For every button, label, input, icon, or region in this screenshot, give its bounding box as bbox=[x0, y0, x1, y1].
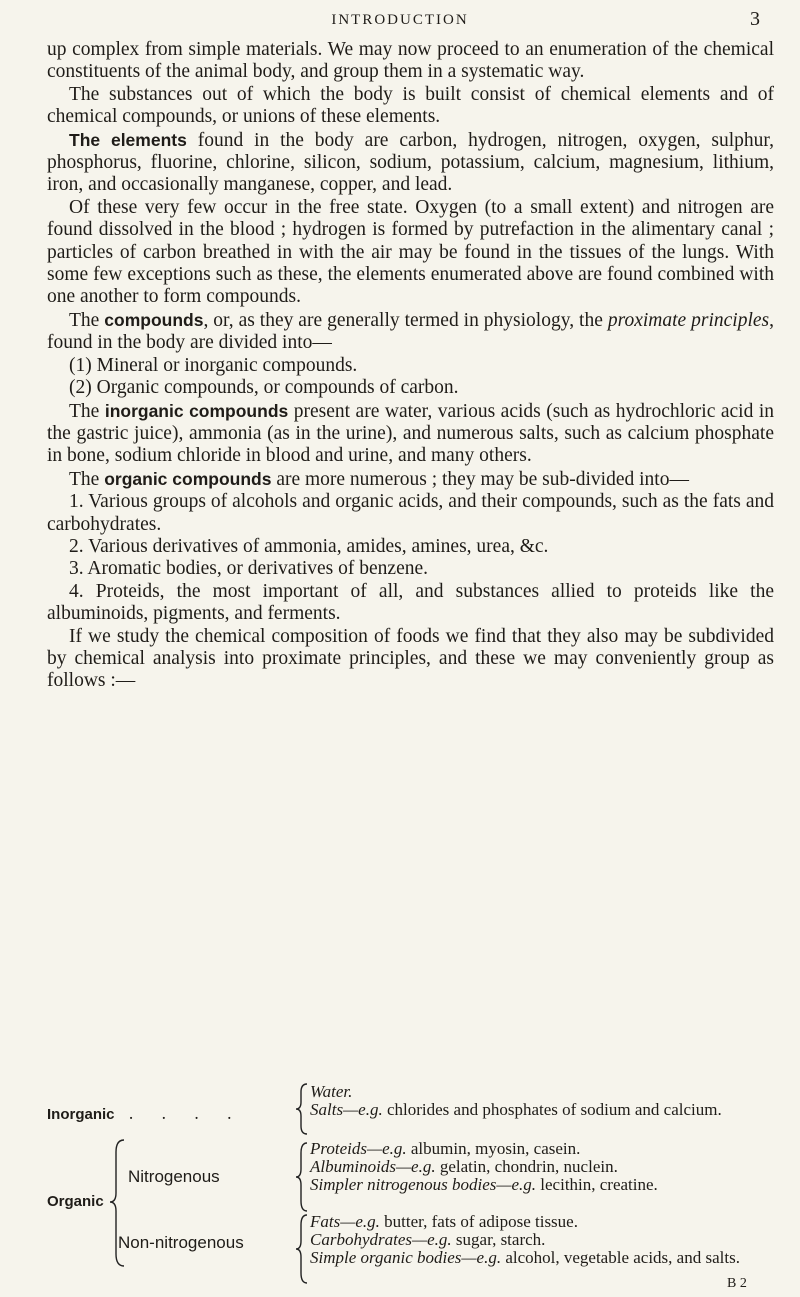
list-item: 4. Proteids, the most important of all, and substances allied to proteids like the albuminoids, pigments, and ferments. bbox=[47, 580, 774, 625]
paragraph: The substances out of which the body is built consist of chemical elements and of chemical compounds, or unions of these elements. bbox=[47, 83, 774, 128]
nitrogenous-brace bbox=[296, 1141, 310, 1213]
proteids-entry: Proteids—e.g. albumin, myosin, casein. bbox=[310, 1139, 581, 1158]
inorganic-brace bbox=[296, 1082, 310, 1136]
list-item: 3. Aromatic bodies, or derivatives of benzene. bbox=[69, 558, 429, 580]
paragraph: Of these very few occur in the free state. Oxygen (to a small extent) and nitrogen are found dissolved in the blood ; hydrogen is formed by putrefaction in the alimentary canal ; particles of carbon breathed in with the air may be found in the tissues of the lungs. With some few exceptions such as these, the elements enumerated above are found combined with one another to form compounds. bbox=[47, 196, 774, 308]
paragraph: up complex from simple materials. We may now proceed to an enumeration of the chemical constituents of the animal body, and group them in a systematic way. bbox=[47, 39, 774, 83]
simple-organic-entry: Simple organic bodies—e.g. alcohol, vegetable acids, and salts. bbox=[310, 1248, 740, 1267]
organic-label: Organic bbox=[47, 1193, 104, 1210]
salts-entry: Salts—e.g. chlorides and phosphates of sodium and calcium. bbox=[310, 1100, 722, 1119]
albuminoids-entry: Albuminoids—e.g. gelatin, chondrin, nuclein. bbox=[310, 1157, 618, 1176]
signature-mark: B 2 bbox=[727, 1276, 747, 1291]
nitrogenous-label: Nitrogenous bbox=[128, 1167, 220, 1186]
list-item: 2. Various derivatives of ammonia, amides, amines, urea, &c. bbox=[69, 535, 549, 557]
paragraph: The inorganic compounds present are water, various acids (such as hydrochloric acid in the gastric juice), ammonia (as in the urine), and numerous salts, such as calcium phosphate in bone, sodium chloride in blood and urine, and many others. bbox=[47, 400, 774, 467]
leader-dots: . . . . bbox=[128, 1103, 244, 1123]
paragraph: The compounds, or, as they are generally termed in physiology, the proximate principles, found in the body are divided into— bbox=[47, 309, 774, 354]
list-item: (1) Mineral or inorganic compounds. bbox=[69, 354, 358, 376]
non-nitrogenous-label: Non-nitrogenous bbox=[118, 1233, 244, 1252]
inorganic-category bbox=[47, 1103, 244, 1124]
page-number: 3 bbox=[750, 8, 760, 30]
carbohydrates-entry: Carbohydrates—e.g. sugar, starch. bbox=[310, 1230, 546, 1249]
fats-entry: Fats—e.g. butter, fats of adipose tissue. bbox=[310, 1212, 578, 1231]
paragraph: If we study the chemical composition of foods we find that they also may be subdivided by chemical analysis into proximate principles, and these we may conveniently group as follows :— bbox=[47, 625, 774, 692]
paragraph: The elements found in the body are carbon, hydrogen, nitrogen, oxygen, sulphur, phosphorus, fluorine, chlorine, silicon, sodium, potassium, calcium, magnesium, lithium, iron, and occasionally manganese, copper, and lead. bbox=[47, 129, 774, 196]
inorganic-label: Inorganic bbox=[47, 1106, 115, 1123]
non-nitrogenous-brace bbox=[296, 1213, 310, 1285]
water-entry: Water. bbox=[310, 1082, 353, 1101]
paragraph: The organic compounds are more numerous ; they may be sub-divided into— bbox=[69, 468, 689, 490]
list-item: 1. Various groups of alcohols and organic acids, and their compounds, such as the fats and carbohydrates. bbox=[47, 491, 774, 535]
running-title: INTRODUCTION bbox=[331, 12, 469, 28]
list-item: (2) Organic compounds, or compounds of carbon. bbox=[69, 377, 459, 399]
simpler-nitrogenous-entry: Simpler nitrogenous bodies—e.g. lecithin, creatine. bbox=[310, 1175, 658, 1194]
